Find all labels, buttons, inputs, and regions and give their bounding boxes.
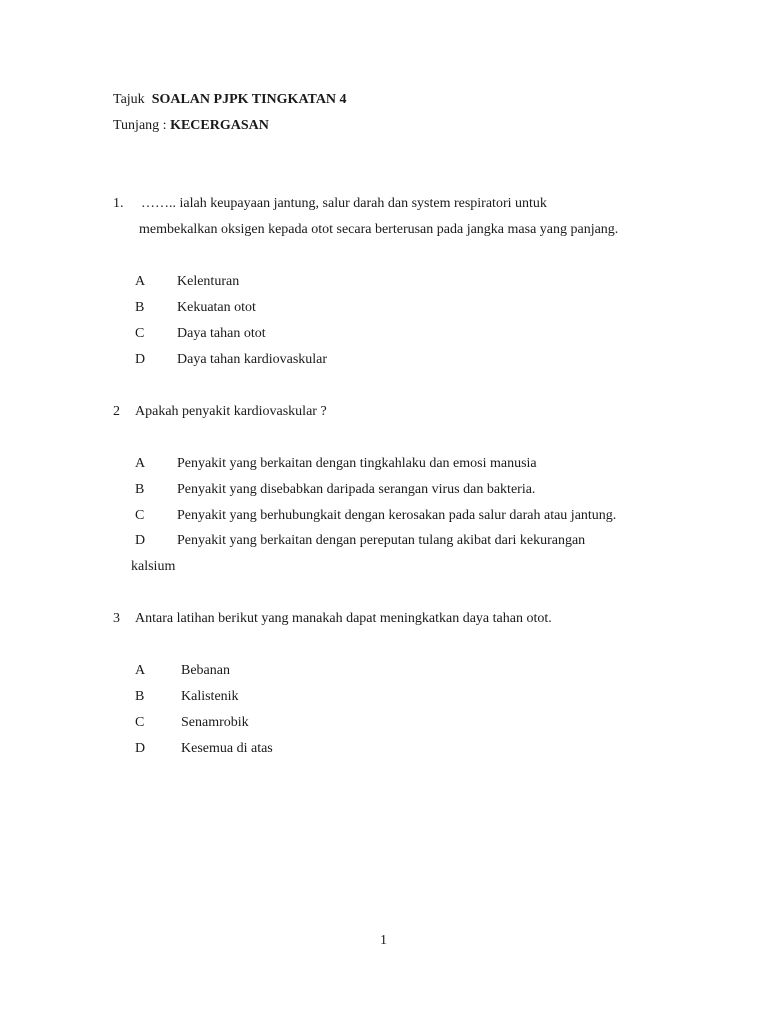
question-3-text: Antara latihan berikut yang manakah dapat meningkatkan daya tahan otot. xyxy=(135,611,552,626)
question-2-text: Apakah penyakit kardiovaskular ? xyxy=(135,404,327,419)
q1-option-b-text: Kekuatan otot xyxy=(177,300,256,315)
q1-option-d-letter: D xyxy=(135,352,146,367)
q1-option-b-letter: B xyxy=(135,300,145,315)
q2-option-b-text: Penyakit yang disebabkan daripada serangan virus dan bakteria. xyxy=(177,482,536,497)
q2-option-b-letter: B xyxy=(135,482,145,497)
q3-option-d-letter: D xyxy=(135,741,146,756)
tajuk-value: SOALAN PJPK TINGKATAN 4 xyxy=(151,92,347,107)
q1-option-c-letter: C xyxy=(135,326,145,341)
tunjang-label: Tunjang : xyxy=(113,118,167,133)
question-1-text-line2: membekalkan oksigen kepada otot secara berterusan pada jangka masa yang panjang. xyxy=(139,222,619,237)
page-number: 1 xyxy=(380,933,387,948)
q3-option-b-text: Kalistenik xyxy=(181,689,239,704)
q2-option-d-text: Penyakit yang berkaitan dengan pereputan tulang akibat dari kekurangan xyxy=(177,533,586,548)
question-3-number: 3 xyxy=(113,611,120,626)
question-1-text-line1: …….. ialah keupayaan jantung, salur darah dan system respiratori untuk xyxy=(141,196,547,211)
q1-option-a-letter: A xyxy=(135,274,146,289)
q3-option-c-letter: C xyxy=(135,715,145,730)
question-1-number: 1. xyxy=(113,196,124,211)
q2-option-d-continuation: kalsium xyxy=(131,559,176,574)
q2-option-d-letter: D xyxy=(135,533,146,548)
tajuk-label: Tajuk xyxy=(113,92,145,107)
tunjang-value: KECERGASAN xyxy=(170,118,269,133)
q2-option-a-letter: A xyxy=(135,456,146,471)
q3-option-a-letter: A xyxy=(135,663,146,678)
q3-option-a-text: Bebanan xyxy=(181,663,230,678)
tunjang-line xyxy=(113,117,269,135)
q3-option-c-text: Senamrobik xyxy=(181,715,249,730)
question-2-number: 2 xyxy=(113,404,120,419)
q2-option-c-text: Penyakit yang berhubungkait dengan kerosakan pada salur darah atau jantung. xyxy=(177,508,617,523)
q3-option-d-text: Kesemua di atas xyxy=(181,741,273,756)
q1-option-a-text: Kelenturan xyxy=(177,274,240,289)
q1-option-c-text: Daya tahan otot xyxy=(177,326,266,341)
q2-option-a-text: Penyakit yang berkaitan dengan tingkahlaku dan emosi manusia xyxy=(177,456,537,471)
q2-option-c-letter: C xyxy=(135,508,145,523)
q1-option-d-text: Daya tahan kardiovaskular xyxy=(177,352,328,367)
q3-option-b-letter: B xyxy=(135,689,145,704)
tajuk-line xyxy=(113,91,347,109)
